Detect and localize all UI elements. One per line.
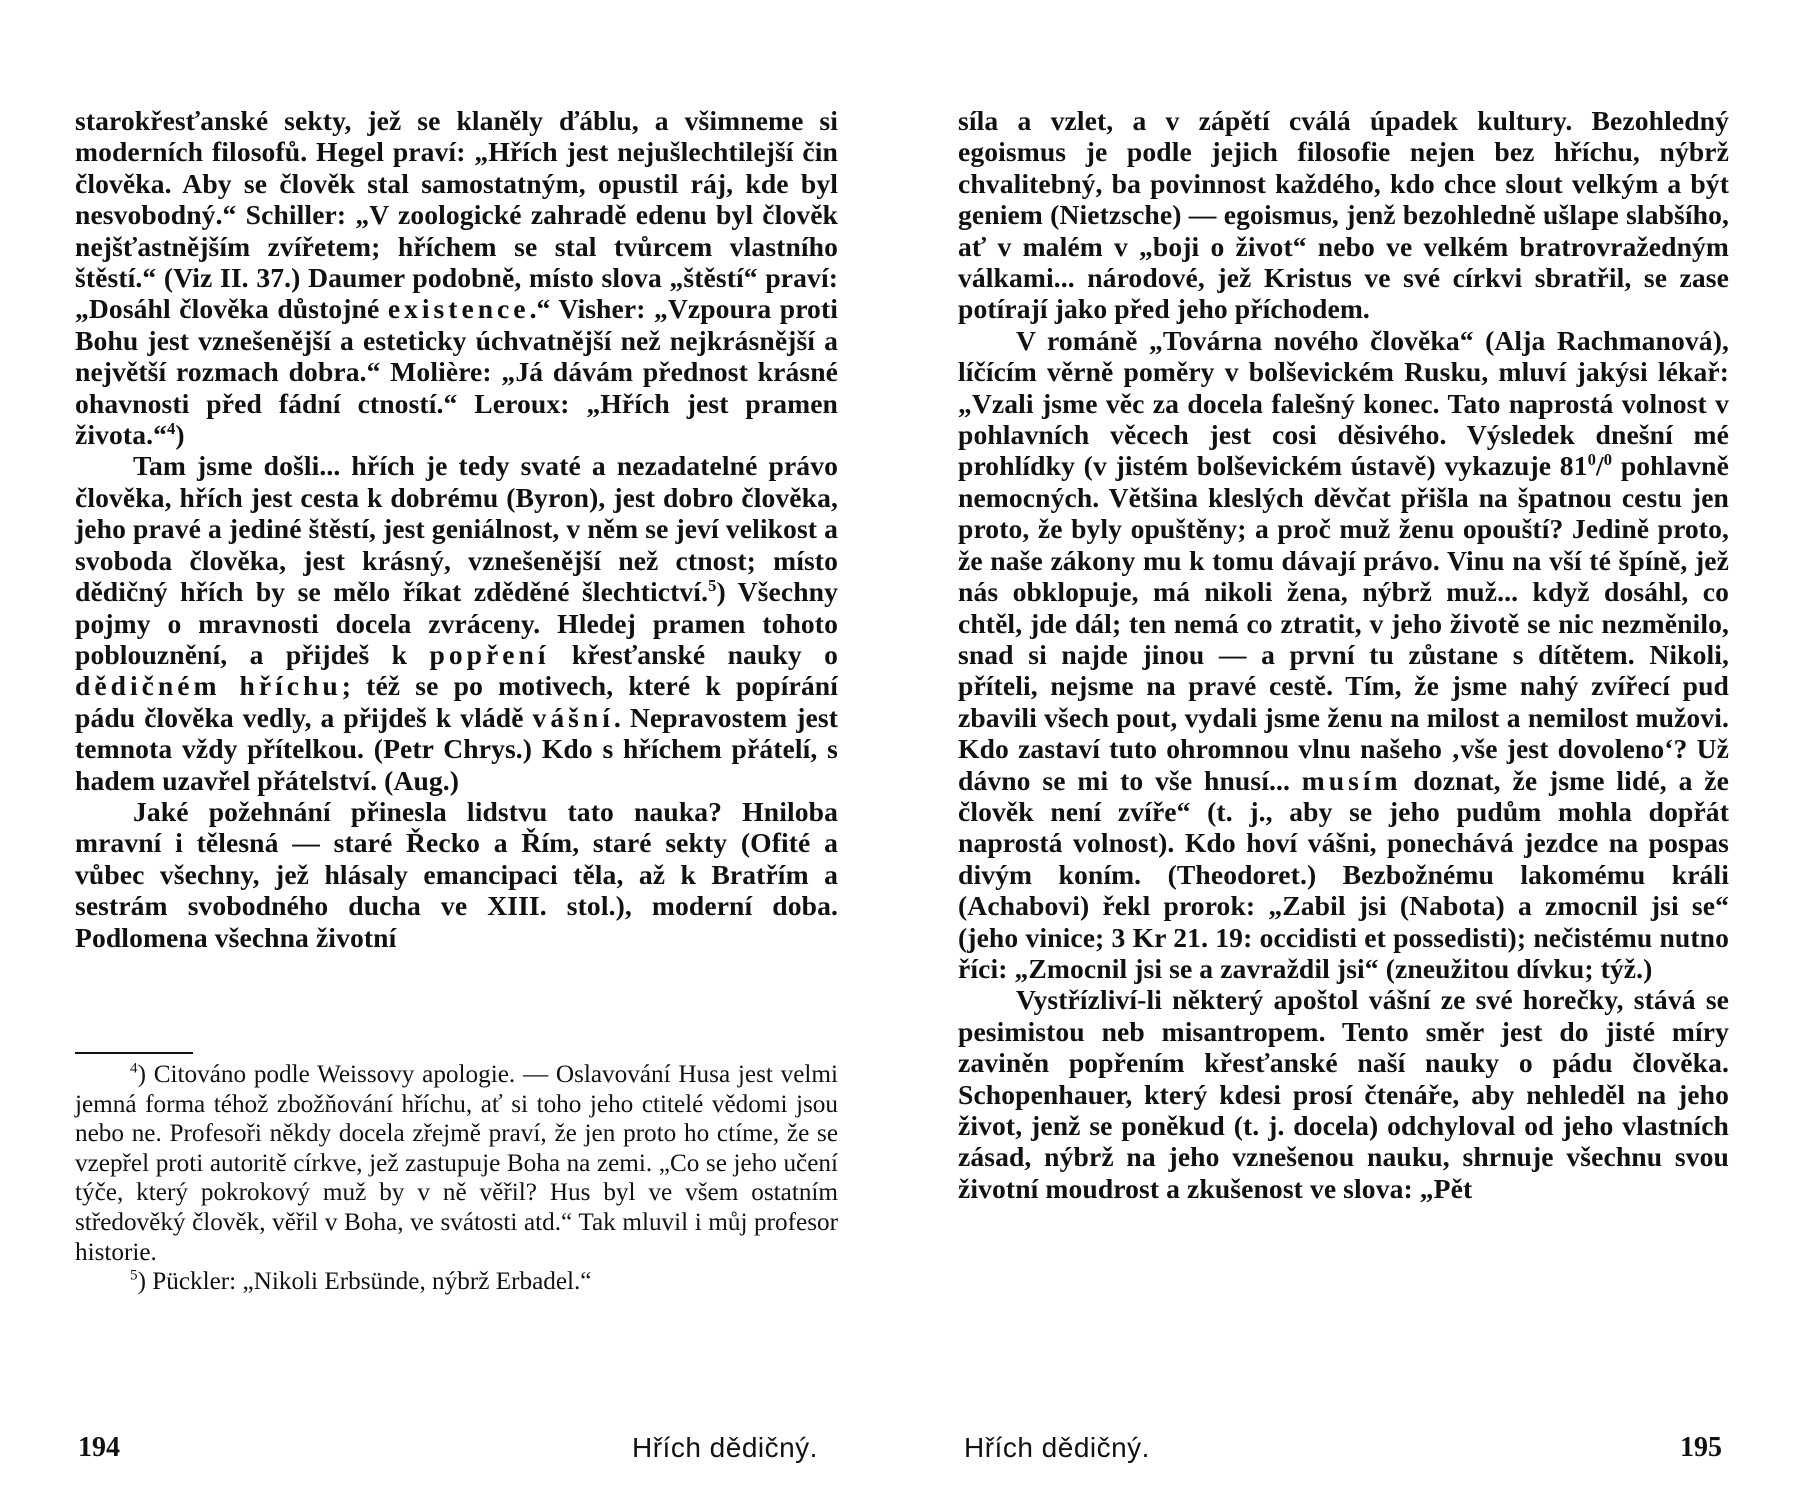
paragraph: Tam jsme došli... hřích je tedy svaté a nezadatelné právo člověka, hřích jest cesta k dobrému (Byron), jest dobro člověka, jeho pravé a jediné štěstí, jest geniálnost, v něm se jeví velikost a svoboda člověka, jest krásný, vznešenější než ctnost; místo dědičný hřích by se mělo říkat zděděné šlechtictví.$^5$) Všechny pojmy o mravnosti docela zvráceny. Hledej pramen tohoto poblouznění, a přijdeš k popření křesťanské nauky o dědičném hříchu; též se po motivech, které k popírání pádu člověka vedly, a přijdeš k vládě vášní. Nepravostem jest temnota vždy přítelkou. (Petr Chrys.) Kdo s hříchem přátelí, s hadem uzavřel přátelství. (Aug.) (75, 450, 838, 796)
left-page-footnotes (75, 1060, 838, 1297)
paragraph: síla a vzlet, a v zápětí cválá úpadek kultury. Bezohledný egoismus je podle jejich filosofie nejen bez hříchu, nýbrž chvalitebný, ba povinnost každého, kdo chce slout velkým a být geniem (Nietzsche) — egoismus, jenž bezohledně ušlape slabšího, ať v malém v „boji o život“ nebo ve velkém bratrovražedným válkami... národové, jež Kristus ve své církvi sbratřil, se zase potírají jako před jeho příchodem. (958, 105, 1729, 325)
superscript: 5 (708, 575, 717, 595)
paragraph: Vystřízliví-li některý apoštol vášní ze své horečky, stává se pesimistou neb misantropem. Tento směr jest do jisté míry zaviněn popřením křesťanské naší nauky o pádu člověka. Schopenhauer, který kdesi prosí čtenáře, aby nehleděl na jeho život, jenž se poněkud (t. j. docela) odchyloval od jeho vlastních zásad, nýbrž na jeho vznešenou nauku, shrnuje všechnu svou životní moudrost a zkušenost ve slova: „Pět (958, 984, 1729, 1204)
footnote: $^5$) Pückler: „Nikoli Erbsünde, nýbrž Erbadel.“ (130, 1267, 592, 1296)
superscript: 0 (1587, 450, 1596, 470)
paragraph: V románě „Továrna nového člověka“ (Alja Rachmanová), líčícím věrně poměry v bolševickém Rusku, mluví jakýsi lékař: „Vzali jsme věc za docela falešný konec. Tato naprostá volnost v pohlavních věcech jest cosi děsivého. Výsledek dnešní mé prohlídky (v jistém bolševickém ústavě) vykazuje $81^0/^0$ pohlavně nemocných. Většina kleslých děvčat přišla na špatnou cestu jen proto, že byly opuštěny; a proč muž ženu opouští? Jedině proto, že naše zákony mu k tomu dávají právo. Vinu na vší té špíně, jež nás obklopuje, má nikoli žena, nýbrž muž... když dosáhl, co chtěl, jde dál; ten nemá co ztratit, v jeho životě se nic nezměnilo, snad si najde jinou — a první tu zůstane s dítětem. Nikoli, příteli, nejsme na pravé cestě. Tím, že jsme nahý zvířecí pud zbavili všech pout, vydali jsme ženu na milost a nemilost mužovi. Kdo zastaví tuto ohromnou vlnu našeho ‚vše jest dovoleno‘? Už dávno se mi to vše hnusí... musím doznat, že jsme lidé, a že člověk není zvíře“ (t. j., aby se jeho pudům mohla dopřát naprostá volnost). Kdo hoví vášni, ponechává jezdce na pospas divým koním. (Theodoret.) Bezbožnému lakomému králi (Achabovi) řekl prorok: „Zabil jsi (Nabota) a zmocnil jsi se“ (jeho vinice; 3 Kr 21. 19: occidisti et possedisti); nečistému nutno říci: „Zmocnil jsi se a zavraždil jsi“ (zneužitou dívku; týž.) (958, 324, 1729, 984)
footnote-mark: 4 (130, 1060, 138, 1077)
left-page-body-text (75, 105, 838, 953)
page-number: 194 (78, 1432, 120, 1463)
footnote-mark: 5 (130, 1267, 138, 1284)
running-head: Hřích dědičný. (632, 1432, 818, 1463)
page-number: 195 (1680, 1432, 1722, 1463)
right-page-body-text (958, 105, 1729, 1204)
emphasized-spaced-text: popření (429, 638, 550, 670)
emphasized-spaced-text: existence (387, 293, 530, 325)
right-page (900, 0, 1802, 1500)
superscript: 4 (167, 418, 176, 438)
footnote-separator-rule (75, 1052, 193, 1054)
footnote: $^4$) Citováno podle Weissovy apologie. — Oslavování Husa jest velmi jemná forma téhož zbožňování hříchu, ať si toho jeho ctitelé vědomi jsou nebo ne. Profesoři někdy docela zřejmě praví, že jen proto ho ctíme, že se vzepřel proti autoritě církve, jež zastupuje Boha na zemi. „Co se jeho učení týče, který pokrokový muž by v ně věřil? Hus byl ve všem ostatním středověký člověk, věřil v Boha, ve svátosti atd.“ Tak mluvil i můj profesor historie. (75, 1060, 838, 1266)
emphasized-spaced-text: vášní (532, 701, 614, 733)
superscript: 0 (1603, 450, 1613, 470)
paragraph: Jaké požehnání přinesla lidstvu tato nauka? Hniloba mravní i tělesná — staré Řecko a Řím, staré sekty (Ofité a vůbec všechny, jež hlásaly emancipaci těla, až k Bratřím a sestrám svobodného ducha ve XIII. stol.), moderní doba. Podlomena všechna životní (75, 795, 838, 953)
left-page (0, 0, 900, 1500)
running-head: Hřích dědičný. (964, 1432, 1150, 1463)
emphasized-spaced-text: musím (1301, 764, 1402, 796)
emphasized-spaced-text: dědičném hříchu (75, 670, 342, 702)
paragraph: starokřesťanské sekty, jež se klaněly ďáblu, a všimneme si moderních filosofů. Hegel praví: „Hřích jest nejušlechtilejší čin člověka. Aby se člověk stal samostatným, opustil ráj, kde byl nesvobodný.“ Schiller: „V zoologické zahradě edenu byl člověk nejšťastnějším zvířetem; hříchem se stal tvůrcem vlastního štěstí.“ (Viz II. 37.) Daumer podobně, místo slova „štěstí“ praví: „Dosáhl člověka důstojné existence.“ Visher: „Vzpoura proti Bohu jest vznešenější a esteticky úchvatnější než nejkrásnější a největší rozmach dobra.“ Molière: „Já dávám přednost krásné ohavnosti před fádní ctností.“ Leroux: „Hřích jest pramen života.“$^4$) (75, 105, 838, 451)
